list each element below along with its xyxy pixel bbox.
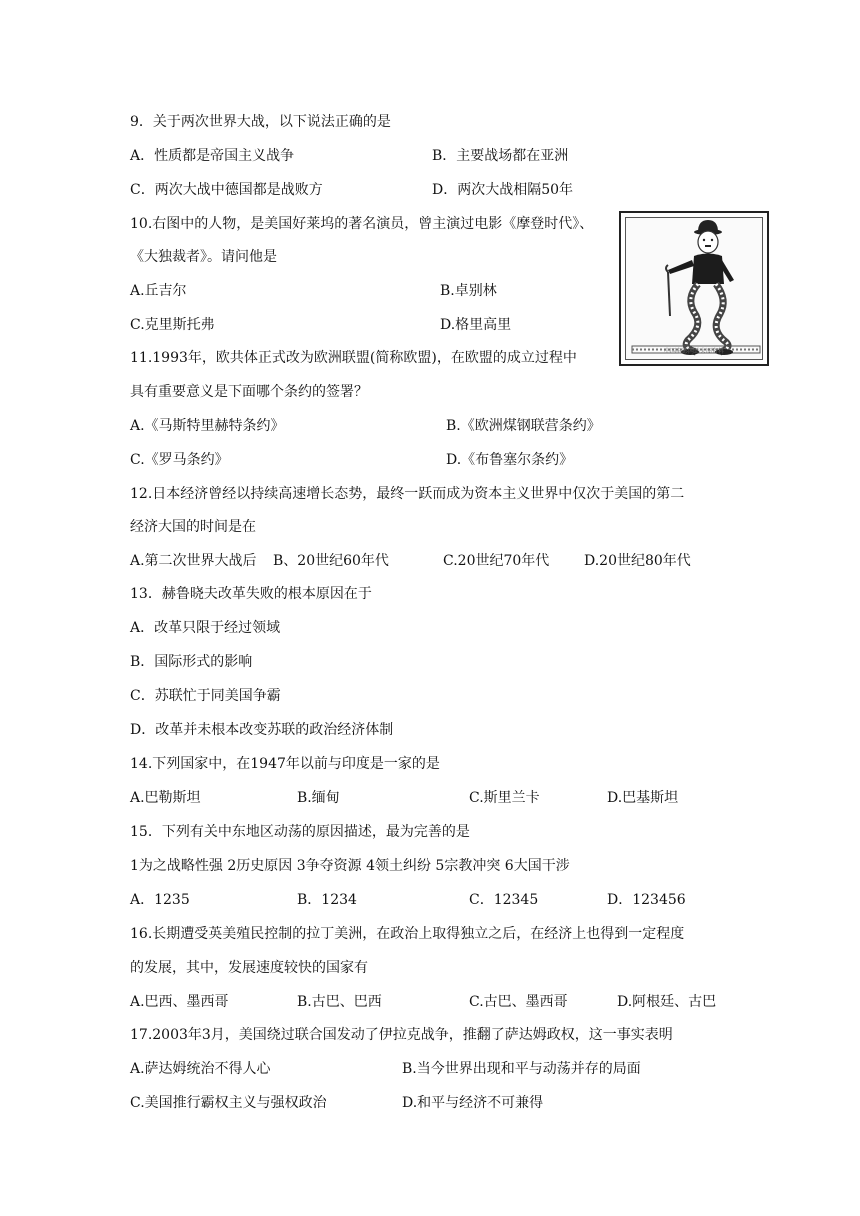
- chaplin-figure: [619, 211, 769, 366]
- question-11-stem-line-2: 具有重要意义是下面哪个条约的签署？: [130, 384, 368, 400]
- question-13-option-b: B．国际形式的影响: [130, 654, 253, 670]
- question-17-stem: 17.2003年3月，美国绕过联合国发动了伊拉克战争，推翻了萨达姆政权，这一事实表明: [130, 1027, 673, 1043]
- question-15-stem: 15．下列有关中东地区动荡的原因描述，最为完善的是: [130, 824, 470, 840]
- question-15-option-c: C．12345: [469, 892, 539, 908]
- question-10-stem-line-1: 10.右图中的人物，是美国好莱坞的著名演员，曾主演过电影《摩登时代》、: [130, 216, 594, 232]
- question-12-option-c: C.20世纪70年代: [443, 553, 550, 569]
- question-9-option-b: B．主要战场都在亚洲: [432, 148, 569, 164]
- question-14-option-c: C.斯里兰卡: [469, 790, 540, 806]
- question-11-option-a: A.《马斯特里赫特条约》: [130, 418, 285, 434]
- question-16-option-c: C.古巴、墨西哥: [469, 994, 568, 1010]
- question-11-option-c: C.《罗马条约》: [130, 452, 229, 468]
- question-13-option-d: D．改革并未根本改变苏联的政治经济体制: [130, 722, 394, 738]
- question-9-option-a: A．性质都是帝国主义战争: [130, 148, 295, 164]
- question-12-option-d: D.20世纪80年代: [584, 553, 691, 569]
- question-12-option-b: B、20世纪60年代: [273, 553, 389, 569]
- figure-caption: 中国电影网站大图资料: [663, 348, 724, 355]
- chaplin-figure-inner: [625, 217, 763, 360]
- question-9-option-d: D．两次大战相隔50年: [432, 182, 574, 198]
- question-12-stem-line-1: 12.日本经济曾经以持续高速增长态势，最终一跃而成为资本主义世界中仅次于美国的第二: [130, 486, 685, 502]
- question-17-option-a: A.萨达姆统治不得人心: [130, 1061, 271, 1077]
- question-10-option-a: A.丘吉尔: [130, 283, 187, 299]
- question-11-stem-line-1: 11.1993年，欧共体正式改为欧洲联盟(简称欧盟)，在欧盟的成立过程中: [130, 350, 577, 366]
- question-17-option-b: B.当今世界出现和平与动荡并存的局面: [402, 1061, 641, 1077]
- question-14-option-d: D.巴基斯坦: [607, 790, 679, 806]
- question-12-stem-line-2: 经济大国的时间是在: [130, 519, 256, 535]
- question-12-option-a: A.第二次世界大战后: [130, 553, 257, 569]
- question-16-option-d: D.阿根廷、古巴: [617, 994, 717, 1010]
- question-10-option-c: C.克里斯托弗: [130, 317, 215, 333]
- question-15-option-d: D．123456: [607, 892, 686, 908]
- question-16-option-b: B.古巴、巴西: [297, 994, 382, 1010]
- question-16-stem-line-1: 16.长期遭受英美殖民控制的拉丁美洲，在政治上取得独立之后，在经济上也得到一定程度: [130, 926, 685, 942]
- question-13-option-a: A．改革只限于经过领域: [130, 620, 281, 636]
- question-9-option-c: C．两次大战中德国都是战败方: [130, 182, 323, 198]
- question-15-option-a: A．1235: [130, 892, 190, 908]
- question-14-option-a: A.巴勒斯坦: [130, 790, 201, 806]
- question-16-option-a: A.巴西、墨西哥: [130, 994, 229, 1010]
- question-9-stem: 9．关于两次世界大战，以下说法正确的是: [130, 114, 391, 130]
- question-11-option-d: D.《布鲁塞尔条约》: [446, 452, 574, 468]
- chaplin-illustration: [626, 218, 763, 360]
- question-15-choices: 1为之战略性强 2历史原因 3争夺资源 4领土纠纷 5宗教冲突 6大国干涉: [130, 858, 570, 874]
- question-15-option-b: B．1234: [297, 892, 357, 908]
- question-17-option-c: C.美国推行霸权主义与强权政治: [130, 1095, 327, 1111]
- question-13-stem: 13．赫鲁晓夫改革失败的根本原因在于: [130, 586, 372, 602]
- question-14-stem: 14.下列国家中，在1947年以前与印度是一家的是: [130, 756, 440, 772]
- question-10-stem-line-2: 《大独裁者》。请问他是: [130, 249, 277, 265]
- question-13-option-c: C．苏联忙于同美国争霸: [130, 688, 281, 704]
- question-16-stem-line-2: 的发展，其中，发展速度较快的国家有: [130, 960, 368, 976]
- question-17-option-d: D.和平与经济不可兼得: [402, 1095, 544, 1111]
- question-14-option-b: B.缅甸: [297, 790, 340, 806]
- question-10-option-b: B.卓别林: [440, 283, 497, 299]
- question-10-option-d: D.格里高里: [440, 317, 512, 333]
- question-11-option-b: B.《欧洲煤钢联营条约》: [446, 418, 601, 434]
